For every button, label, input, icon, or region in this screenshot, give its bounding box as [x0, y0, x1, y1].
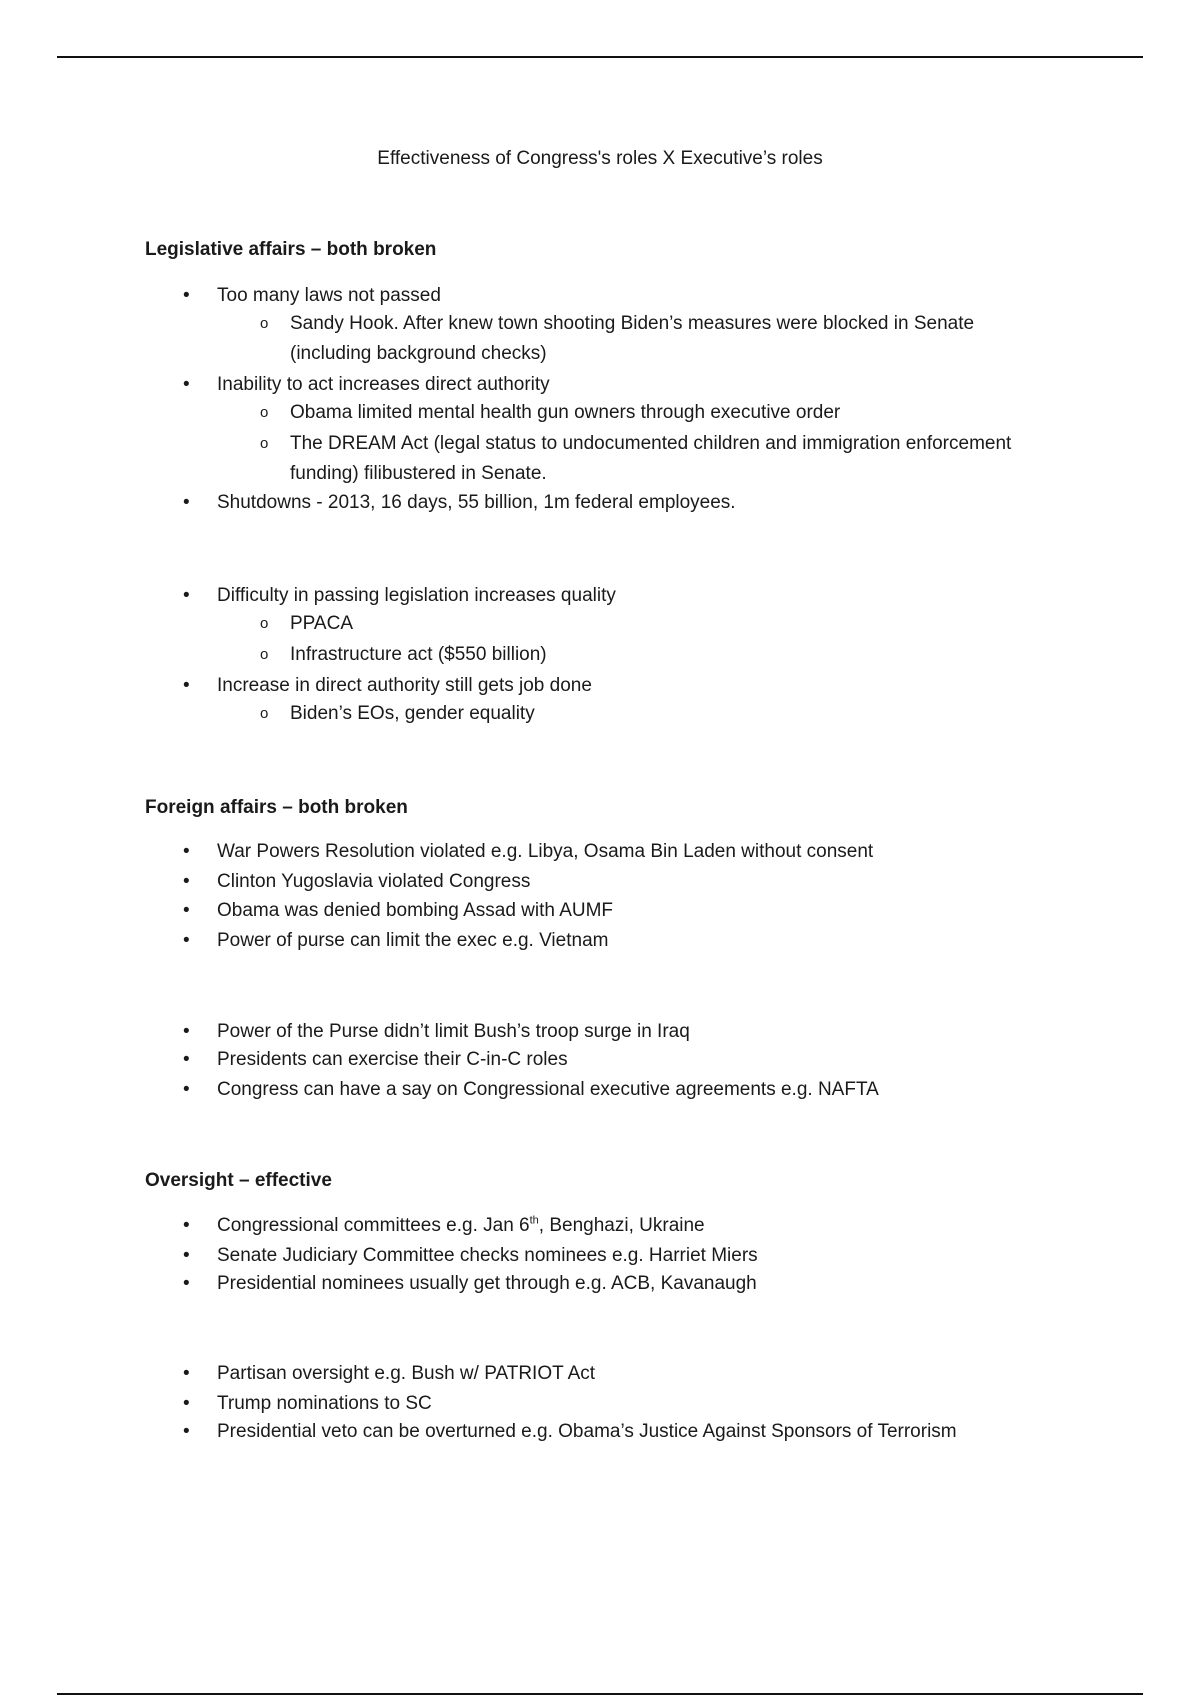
bullet-icon: •	[183, 930, 190, 951]
bullet-icon: •	[183, 374, 190, 395]
list-item-text: Presidential veto can be overturned e.g. Obama’s Justice Against Sponsors of Terrorism	[217, 1421, 957, 1442]
list-item	[183, 1419, 957, 1445]
bullet-icon: •	[183, 675, 190, 696]
section-heading-foreign: Foreign affairs – both broken	[145, 797, 408, 818]
sub-list-item	[260, 609, 1050, 639]
list-item-text: Power of purse can limit the exec e.g. Vietnam	[217, 930, 609, 951]
list-item	[183, 283, 441, 309]
list-item-text: Presidential nominees usually get through e.g. ACB, Kavanaugh	[217, 1273, 757, 1294]
list-item-text: Shutdowns - 2013, 16 days, 55 billion, 1m federal employees.	[217, 492, 736, 513]
bullet-icon: •	[183, 285, 190, 306]
sub-list-item	[260, 398, 1050, 428]
list-item-text: Obama was denied bombing Assad with AUMF	[217, 900, 614, 921]
list-item	[183, 869, 531, 895]
bullet-icon: •	[183, 1215, 190, 1236]
sub-list-item-text: Sandy Hook. After knew town shooting Biden’s measures were blocked in Senate (including background checks)	[290, 313, 975, 364]
section-heading-legislative: Legislative affairs – both broken	[145, 239, 437, 260]
bullet-icon: •	[183, 1049, 190, 1070]
list-item-text: Clinton Yugoslavia violated Congress	[217, 871, 531, 892]
list-item-text: Senate Judiciary Committee checks nominees e.g. Harriet Miers	[217, 1245, 758, 1266]
list-item-text: Presidents can exercise their C-in-C roles	[217, 1049, 568, 1070]
list-item-text: War Powers Resolution violated e.g. Libya, Osama Bin Laden without consent	[217, 841, 874, 862]
footer-rule	[57, 1693, 1143, 1695]
sub-list-item-text: Biden’s EOs, gender equality	[290, 703, 535, 724]
sub-list-item-text: PPACA	[290, 613, 354, 634]
list-item-text: Partisan oversight e.g. Bush w/ PATRIOT Act	[217, 1363, 596, 1384]
list-item	[183, 490, 736, 516]
bullet-icon: •	[183, 1079, 190, 1100]
sub-list-item-text: The DREAM Act (legal status to undocumented children and immigration enforcement funding) filibustered in Senate.	[290, 433, 1012, 484]
list-item	[183, 583, 616, 609]
list-item-text: Increase in direct authority still gets job done	[217, 675, 592, 696]
sub-list-item	[260, 640, 1050, 670]
sub-bullet-icon: o	[260, 404, 269, 421]
list-item	[183, 928, 609, 954]
bullet-icon: •	[183, 900, 190, 921]
list-item	[183, 839, 874, 865]
bullet-icon: •	[183, 1273, 190, 1294]
list-item-text: Inability to act increases direct authority	[217, 374, 550, 395]
sub-bullet-icon: o	[260, 705, 269, 722]
list-item	[183, 1361, 596, 1387]
list-item-text: Power of the Purse didn’t limit Bush’s troop surge in Iraq	[217, 1021, 690, 1042]
bullet-icon: •	[183, 1363, 190, 1384]
page-title: Effectiveness of Congress's roles X Executive’s roles	[377, 148, 823, 169]
sub-list-item-text: Infrastructure act ($550 billion)	[290, 644, 547, 665]
list-item	[183, 673, 592, 699]
list-item	[183, 1213, 705, 1239]
bullet-icon: •	[183, 841, 190, 862]
bullet-icon: •	[183, 1393, 190, 1414]
list-item	[183, 1243, 758, 1269]
list-item-text: Congressional committees e.g. Jan 6th, Benghazi, Ukraine	[217, 1214, 705, 1236]
list-item	[183, 372, 550, 398]
list-item-text: Congress can have a say on Congressional executive agreements e.g. NAFTA	[217, 1079, 879, 1100]
sub-bullet-icon: o	[260, 435, 269, 452]
sub-bullet-icon: o	[260, 315, 269, 332]
list-item	[183, 1391, 432, 1417]
bullet-icon: •	[183, 1421, 190, 1442]
sub-bullet-icon: o	[260, 615, 269, 632]
header-rule	[57, 56, 1143, 58]
bullet-icon: •	[183, 871, 190, 892]
sub-list-item	[260, 429, 1050, 489]
list-item-text: Trump nominations to SC	[217, 1393, 432, 1414]
bullet-icon: •	[183, 585, 190, 606]
bullet-icon: •	[183, 492, 190, 513]
list-item-text: Too many laws not passed	[217, 285, 441, 306]
list-item	[183, 898, 614, 924]
bullet-icon: •	[183, 1021, 190, 1042]
list-item	[183, 1047, 568, 1073]
sub-list-item	[260, 699, 1050, 729]
list-item	[183, 1019, 690, 1045]
sub-list-item-text: Obama limited mental health gun owners through executive order	[290, 402, 841, 423]
section-heading-oversight: Oversight – effective	[145, 1170, 332, 1191]
list-item-text: Difficulty in passing legislation increases quality	[217, 585, 616, 606]
sub-list-item	[260, 309, 1050, 369]
list-item	[183, 1271, 757, 1297]
list-item	[183, 1077, 879, 1103]
bullet-icon: •	[183, 1245, 190, 1266]
sub-bullet-icon: o	[260, 646, 269, 663]
